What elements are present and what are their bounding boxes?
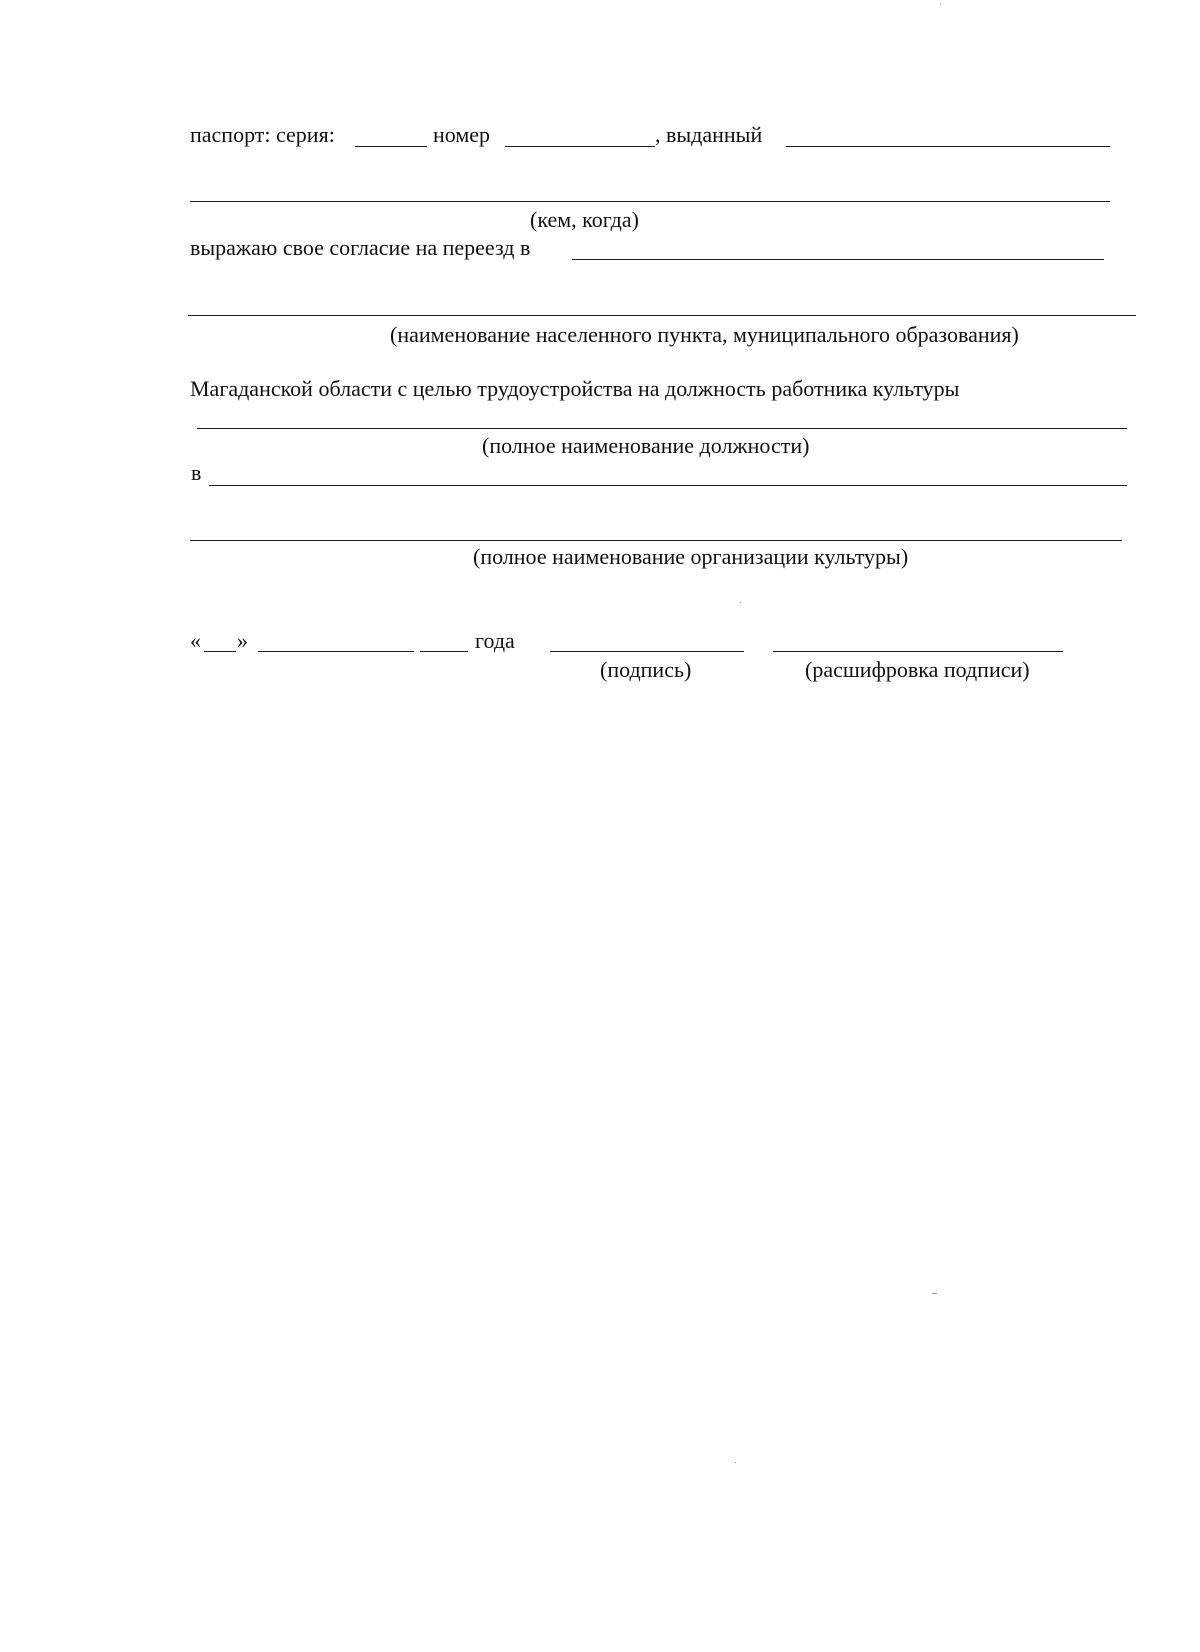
date-day-field[interactable] [204, 651, 236, 652]
scan-speck [740, 602, 741, 603]
signature-decoding-caption: (расшифровка подписи) [805, 657, 1030, 682]
issued-by-field[interactable] [190, 201, 1110, 202]
passport-issued-field[interactable] [786, 146, 1110, 147]
passport-series-field[interactable] [355, 146, 427, 147]
position-field[interactable] [197, 428, 1127, 429]
consent-text: выражаю свое согласие на переезд в [190, 235, 531, 260]
date-open-quote: « [190, 628, 201, 653]
position-caption: (полное наименование должности) [482, 433, 810, 458]
signature-caption: (подпись) [600, 657, 692, 682]
date-year-word: года [475, 628, 515, 653]
scan-speck [940, 4, 941, 5]
organization-field-line2[interactable] [190, 540, 1122, 541]
passport-number-label: номер [433, 122, 491, 147]
settlement-caption: (наименование населенного пункта, муниципального образования) [390, 322, 1019, 347]
settlement-field[interactable] [188, 315, 1136, 316]
organization-caption: (полное наименование организации культуры) [473, 544, 909, 569]
issued-by-caption: (кем, когда) [530, 207, 639, 232]
date-month-field[interactable] [258, 651, 414, 652]
passport-issued-label: , выданный [655, 122, 763, 147]
passport-number-field[interactable] [505, 146, 655, 147]
passport-series-label: паспорт: серия: [190, 122, 335, 147]
date-year-field[interactable] [420, 651, 468, 652]
scan-speck [932, 1293, 937, 1294]
region-sentence: Магаданской области с целью трудоустройства на должность работника культуры [190, 376, 960, 401]
signature-decoding-field[interactable] [773, 651, 1063, 652]
organization-field-line1[interactable] [209, 485, 1127, 486]
scan-speck [735, 1462, 736, 1463]
relocation-destination-field[interactable] [572, 259, 1104, 260]
date-close-quote: » [237, 628, 248, 653]
signature-field[interactable] [550, 651, 744, 652]
organization-prefix: в [191, 460, 202, 485]
